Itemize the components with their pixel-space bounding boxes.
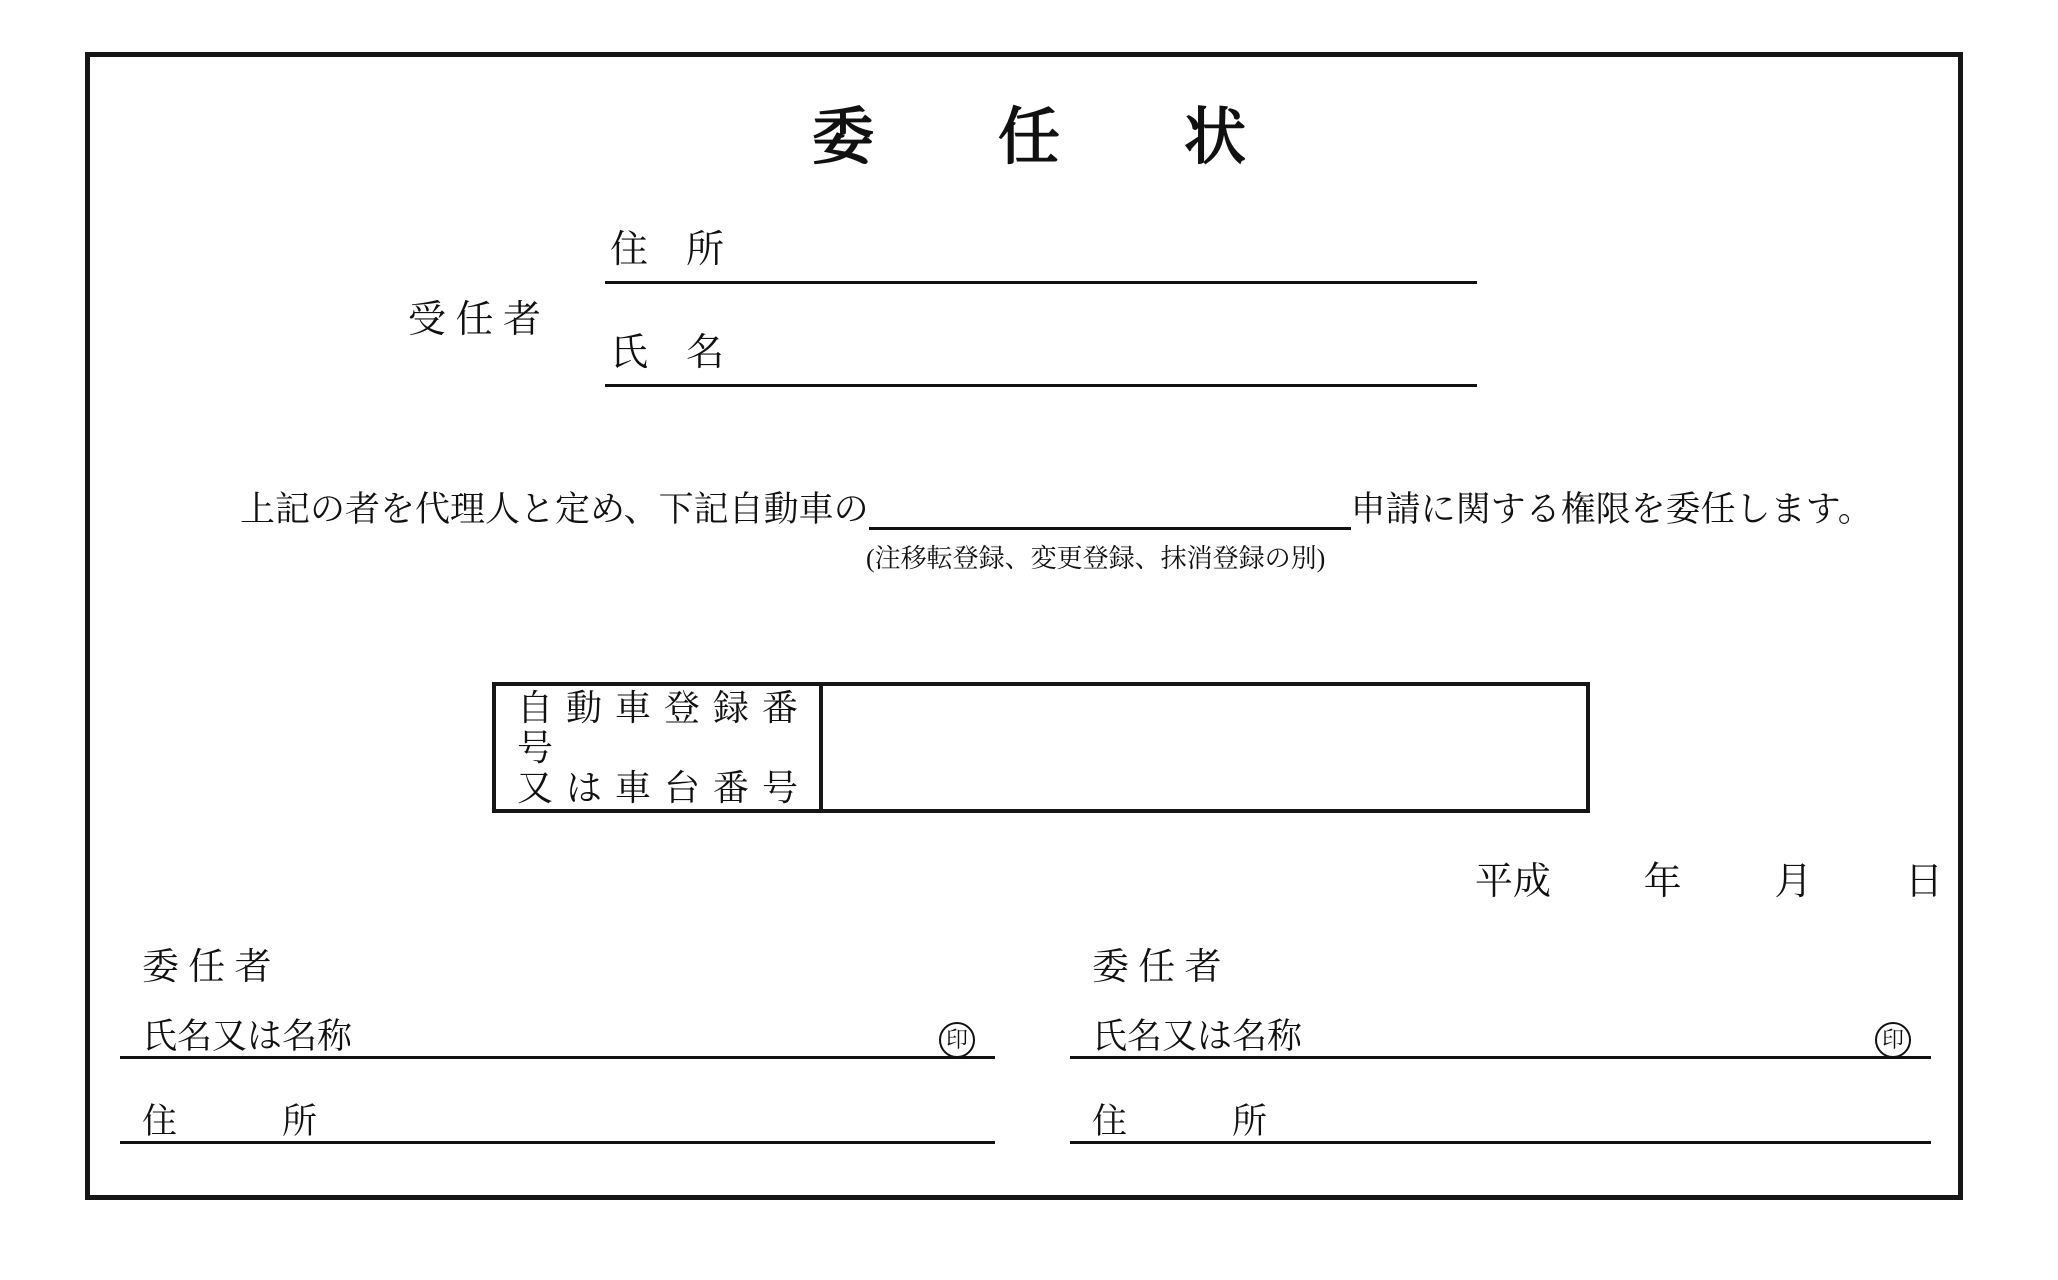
delegation-sentence-after: 申請に関する権限を委任します。 <box>1350 490 1873 529</box>
principal-role-label: 委 任 者 <box>1092 947 1222 988</box>
principal-name-field[interactable] <box>1070 1056 1931 1059</box>
document-title: 委 任 状 <box>811 104 1246 172</box>
principal-address-label: 住 所 <box>1092 1102 1268 1141</box>
principal-block-2 <box>1070 945 1931 1150</box>
delegation-sentence <box>240 490 1873 530</box>
date-line <box>1475 862 1943 904</box>
agent-name-field[interactable] <box>605 384 1477 387</box>
principal-address-field[interactable] <box>1070 1141 1931 1144</box>
principal-name-label: 氏名又は名称 <box>142 1017 353 1056</box>
principal-address-field[interactable] <box>120 1141 995 1144</box>
agent-address-field[interactable] <box>605 281 1477 284</box>
date-year-label: 年 <box>1643 861 1682 903</box>
agent-name-label: 氏 名 <box>610 332 725 374</box>
vehicle-number-field[interactable] <box>823 686 1586 809</box>
agent-role-label: 受 任 者 <box>408 299 542 341</box>
registration-type-note: (注移転登録、変更登録、抹消登録の別) <box>866 544 1326 573</box>
seal-mark-icon: 印 <box>939 1022 975 1058</box>
agent-address-label: 住 所 <box>610 229 725 271</box>
principal-address-label: 住 所 <box>142 1102 318 1141</box>
date-month-label: 月 <box>1774 861 1813 903</box>
principal-name-label: 氏名又は名称 <box>1092 1017 1303 1056</box>
principal-role-label: 委 任 者 <box>142 947 272 988</box>
principal-name-field[interactable] <box>120 1056 995 1059</box>
date-era-label: 平成 <box>1475 861 1552 903</box>
date-day-label: 日 <box>1904 861 1943 903</box>
vehicle-number-label-cell <box>496 686 823 809</box>
vehicle-number-box <box>492 682 1590 813</box>
principal-block-1 <box>120 945 995 1150</box>
vehicle-number-label-line2: 又 は 車 台 番 号 <box>517 767 798 808</box>
application-type-field[interactable] <box>869 492 1351 530</box>
seal-mark-icon: 印 <box>1875 1022 1911 1058</box>
delegation-sentence-before: 上記の者を代理人と定め、下記自動車の <box>240 490 869 529</box>
vehicle-number-label-line1: 自 動 車 登 録 番 号 <box>517 687 798 768</box>
